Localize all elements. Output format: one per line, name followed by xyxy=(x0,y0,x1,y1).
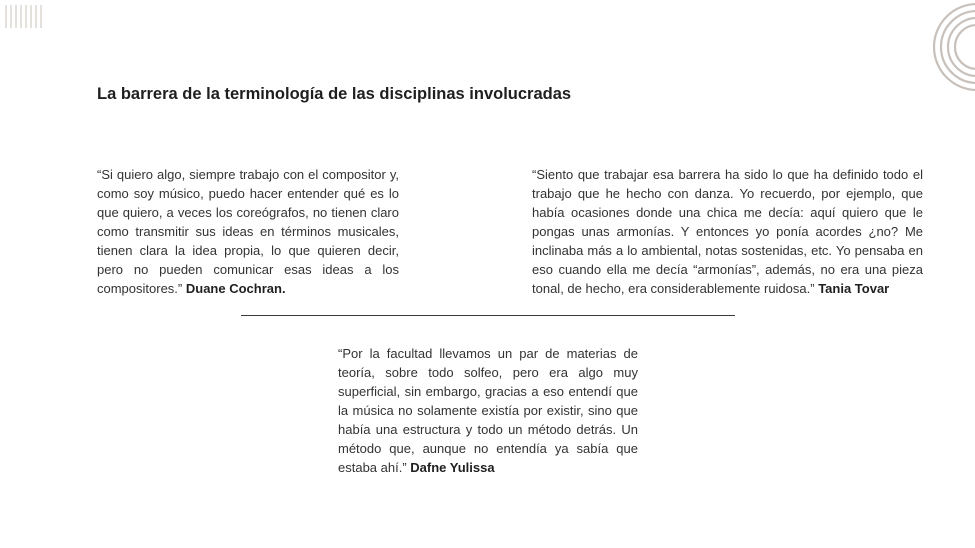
concentric-arcs-decoration-icon xyxy=(915,0,975,100)
quote-author: Duane Cochran. xyxy=(185,281,286,296)
quote-dafne-yulissa xyxy=(338,344,638,477)
quote-text: “Si quiero algo, siempre trabajo con el compositor y, como soy músico, puedo hacer entender qué es lo que quiero, a veces los coreógrafos, no tienen claro como transmitir sus ideas en términos musicales, tienen clara la idea propia, lo que quieren decir, pero no pueden comunicar esas ideas a los compositores.” xyxy=(97,167,399,296)
quote-text: “Siento que trabajar esa barrera ha sido lo que ha definido todo el trabajo que he hecho con danza. Yo recuerdo, por ejemplo, que había ocasiones donde una chica me decía: aquí quiero que le pongas unas armonías. Y entonces yo ponía acordes ¿no? Me inclinaba más a lo ambiental, notas sostenidas, etc. Yo pensaba en eso cuando ella me decía “armonías”, además, no era una pieza tonal, de hecho, era considerablemente ruidosa.” xyxy=(532,167,923,296)
vertical-lines-decoration-icon xyxy=(4,4,44,30)
page-title: La barrera de la terminología de las disciplinas involucradas xyxy=(97,85,572,103)
quote-duane-cochran xyxy=(97,165,399,298)
quote-tania-tovar xyxy=(532,165,923,298)
quote-text: “Por la facultad llevamos un par de materias de teoría, sobre todo solfeo, pero era algo muy superficial, sin embargo, gracias a eso entendí que la música no solamente existía por existir, sino que había una estructura y todo un método detrás. Un método que, aunque no entendía ya sabía que estaba ahí.” xyxy=(338,346,638,475)
divider-line xyxy=(241,315,735,316)
quote-author: Dafne Yulissa xyxy=(410,460,495,475)
quote-author: Tania Tovar xyxy=(818,281,890,296)
